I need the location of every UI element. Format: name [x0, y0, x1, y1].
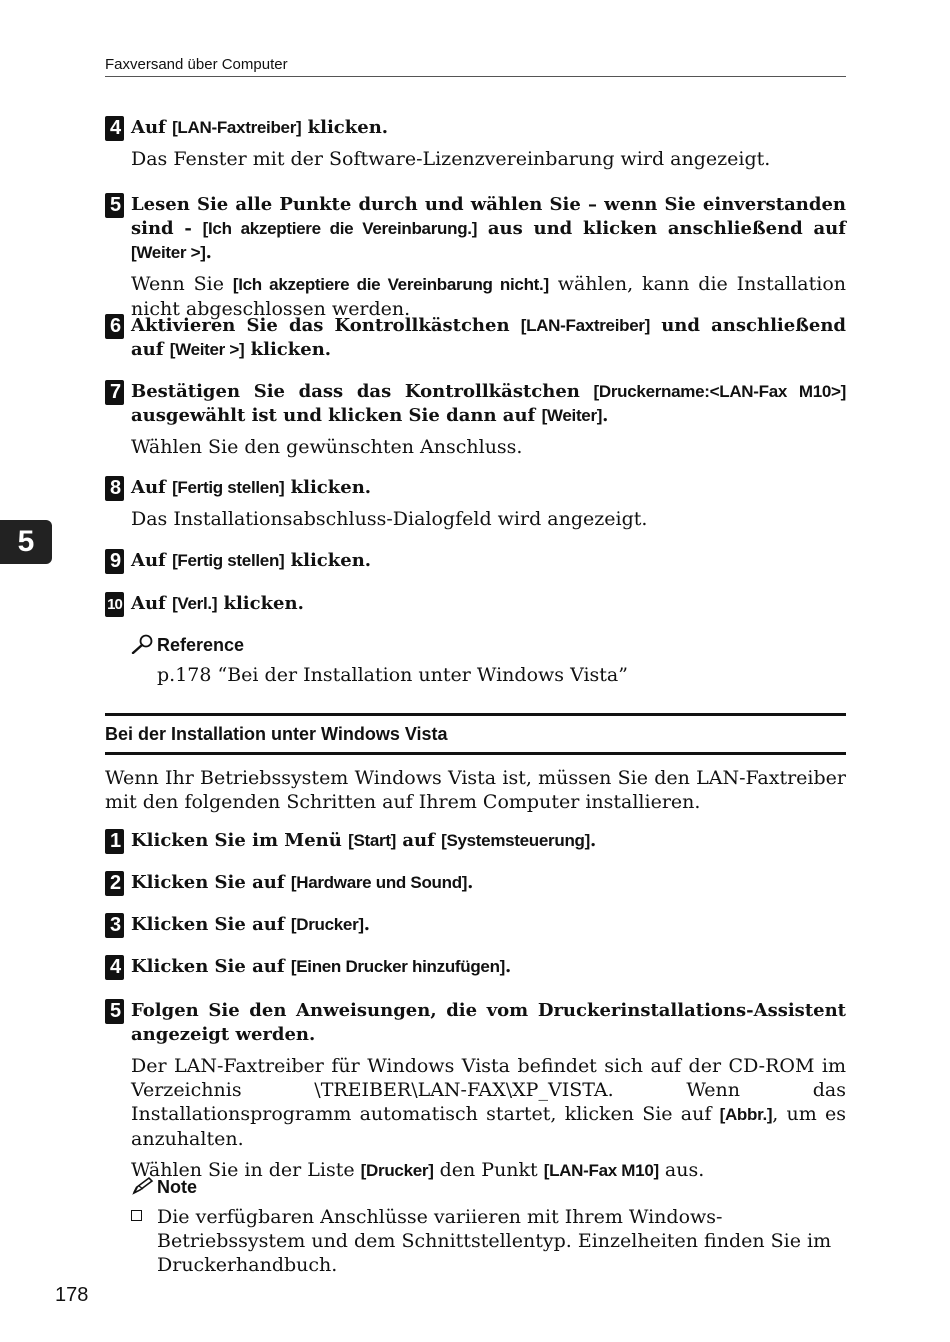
- text-run: Wählen Sie in der Liste: [131, 1159, 361, 1181]
- pencil-icon: [131, 1176, 155, 1196]
- step: [105, 193, 846, 321]
- step-description: [131, 1054, 846, 1151]
- ui-label: [LAN-Fax M10]: [543, 1161, 659, 1180]
- text-run: den Punkt: [433, 1159, 544, 1181]
- step: [105, 999, 846, 1183]
- step-description: [131, 147, 846, 171]
- step: [105, 476, 846, 531]
- step-instruction: [131, 193, 846, 265]
- step-instruction: [131, 314, 846, 362]
- page-number: 178: [55, 1284, 89, 1306]
- step-instruction: [131, 955, 846, 979]
- step-instruction: [131, 116, 846, 140]
- ui-label: [Fertig stellen]: [172, 478, 285, 497]
- running-header: Faxversand über Computer: [105, 56, 846, 77]
- text-run: klicken.: [284, 477, 372, 498]
- text-run: ausgewählt ist und klicken Sie dann auf: [131, 405, 542, 426]
- text-run: Klicken Sie auf: [131, 956, 291, 977]
- step: [105, 380, 846, 459]
- text-run: Das Installationsabschluss-Dialogfeld wird angezeigt.: [131, 508, 648, 530]
- text-run: Das Fenster mit der Software-Lizenzvereinbarung wird angezeigt.: [131, 148, 771, 170]
- text-run: aus und klicken anschließend auf: [477, 218, 847, 239]
- ui-label: [Ich akzeptiere die Vereinbarung nicht.]: [232, 275, 549, 294]
- note-title: Note: [157, 1177, 197, 1197]
- ui-label: [Ich akzeptiere die Vereinbarung.]: [202, 219, 478, 238]
- step-number: 8: [105, 476, 124, 501]
- text-run: Auf: [131, 593, 173, 614]
- text-run: aus.: [658, 1159, 705, 1181]
- note-text: Die verfügbaren Anschlüsse variieren mit Ihrem Windows-Betriebssystem und dem Schnittstellentyp. Einzelheiten finden Sie im Druckerhandbuch.: [157, 1206, 832, 1276]
- reference-heading: [131, 634, 244, 656]
- text-run: Auf: [131, 117, 173, 138]
- text-run: .: [363, 914, 371, 935]
- text-run: klicken.: [284, 550, 372, 571]
- step-description: [131, 1158, 846, 1183]
- text-run: und anschließend auf: [131, 315, 847, 360]
- step-number: 4: [105, 116, 124, 141]
- step-instruction: [131, 871, 846, 895]
- text-run: , um es anzuhalten.: [131, 1103, 846, 1150]
- ui-label: [Weiter >]: [131, 243, 206, 262]
- text-run: Wählen Sie den gewünschten Anschluss.: [131, 436, 523, 458]
- ui-label: [Abbr.]: [719, 1105, 773, 1124]
- intro-paragraph: Wenn Ihr Betriebssystem Windows Vista ist, müssen Sie den LAN-Faxtreiber mit den folgenden Schritten auf Ihrem Computer installieren.: [105, 767, 846, 813]
- reference-title: Reference: [157, 635, 245, 655]
- text-run: .: [602, 405, 609, 426]
- step-number: 7: [105, 380, 124, 405]
- step: [105, 955, 846, 979]
- chapter-tab: 5: [0, 520, 52, 564]
- text-run: klicken.: [244, 339, 332, 360]
- step-number: 5: [105, 999, 124, 1024]
- ui-label: [Weiter]: [541, 406, 603, 425]
- text-run: Klicken Sie auf: [131, 872, 291, 893]
- ui-label: [Drucker]: [360, 1161, 434, 1180]
- ui-label: [Systemsteuerung]: [441, 831, 590, 850]
- text-run: Aktivieren Sie das Kontrollkästchen: [131, 315, 521, 336]
- ui-label: [Einen Drucker hinzufügen]: [290, 957, 506, 976]
- step-number: 2: [105, 871, 124, 896]
- text-run: Klicken Sie im Menü: [131, 830, 349, 851]
- text-run: Wenn Sie: [131, 273, 233, 295]
- step-number: 4: [105, 955, 124, 980]
- step: [105, 871, 846, 895]
- text-run: .: [505, 956, 512, 977]
- text-run: Bestätigen Sie dass das Kontrollkästchen: [131, 381, 594, 402]
- step-instruction: [131, 913, 846, 937]
- text-run: Folgen Sie den Anweisungen, die vom Druckerinstallations-Assistent angezeigt werden.: [131, 1000, 846, 1045]
- step-number: 1: [105, 829, 124, 854]
- step-number: 10: [105, 592, 124, 617]
- text-run: wählen, kann die Installation nicht abgeschlossen werden.: [131, 273, 846, 320]
- step-instruction: [131, 549, 846, 573]
- ui-label: [LAN-Faxtreiber]: [520, 316, 651, 335]
- ui-label: [Fertig stellen]: [172, 551, 285, 570]
- step-number: 3: [105, 913, 124, 938]
- text-run: Klicken Sie auf: [131, 914, 291, 935]
- step-instruction: [131, 999, 846, 1047]
- step-number: 5: [105, 193, 124, 218]
- ui-label: [Hardware und Sound]: [290, 873, 468, 892]
- magnifier-icon: [131, 634, 155, 654]
- ui-label: [Weiter >]: [169, 340, 245, 359]
- text-run: .: [467, 872, 474, 893]
- step: [105, 549, 846, 573]
- step-instruction: [131, 592, 846, 616]
- step-description: [131, 435, 846, 459]
- text-run: klicken.: [217, 593, 304, 614]
- step: [105, 314, 846, 362]
- text-run: .: [205, 242, 212, 263]
- ui-label: [Drucker]: [290, 915, 364, 934]
- step: [105, 116, 846, 171]
- step-instruction: [131, 380, 846, 428]
- text-run: .: [589, 830, 597, 851]
- note-heading: [131, 1176, 197, 1198]
- ui-label: [Start]: [348, 831, 397, 850]
- text-run: klicken.: [301, 117, 389, 138]
- checkbox-bullet-icon: [131, 1210, 142, 1221]
- step: [105, 913, 846, 937]
- note-item: [131, 1205, 846, 1277]
- step: [105, 829, 846, 853]
- section-heading: Bei der Installation unter Windows Vista: [105, 713, 846, 755]
- text-run: Auf: [131, 477, 173, 498]
- ui-label: [Druckername:<LAN-Fax M10>]: [593, 382, 846, 401]
- text-run: Der LAN-Faxtreiber für Windows Vista befindet sich auf der CD-ROM im Verzeichnis \TREIBER\LAN-FAX\XP_VISTA. Wenn das Installationsprogramm automatisch startet, klicken Sie auf: [131, 1055, 846, 1125]
- reference-link[interactable]: p.178 “Bei der Installation unter Windows Vista”: [157, 664, 628, 686]
- step-description: [131, 507, 846, 531]
- ui-label: [Verl.]: [172, 594, 218, 613]
- text-run: auf: [396, 830, 442, 851]
- step-number: 6: [105, 314, 124, 339]
- text-run: Lesen Sie alle Punkte durch und wählen Sie – wenn Sie einverstanden sind -: [131, 194, 846, 239]
- step-instruction: [131, 476, 846, 500]
- step-instruction: [131, 829, 846, 853]
- text-run: Auf: [131, 550, 173, 571]
- ui-label: [LAN-Faxtreiber]: [172, 118, 302, 137]
- step: [105, 592, 846, 616]
- step-number: 9: [105, 549, 124, 574]
